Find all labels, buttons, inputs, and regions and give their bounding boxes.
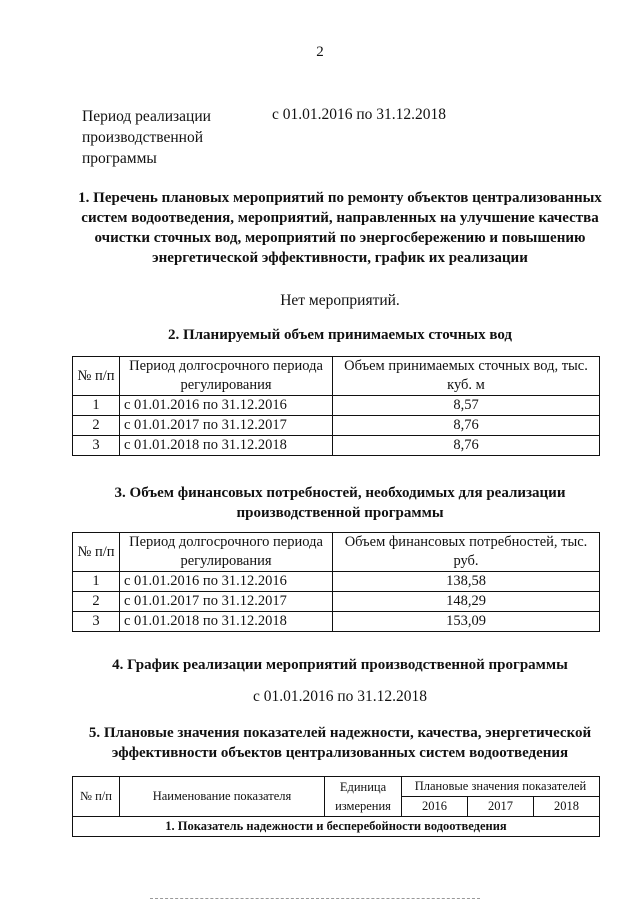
header-cell: № п/п: [73, 357, 120, 396]
row-period: с 01.01.2018 по 31.12.2018: [120, 436, 333, 456]
row-value: 8,57: [333, 396, 600, 416]
row-value: 138,58: [333, 572, 600, 592]
row-period: с 01.01.2016 по 31.12.2016: [120, 572, 333, 592]
row-number: 1: [73, 572, 120, 592]
header-cell: Объем финансовых потребностей, тыс. руб.: [333, 533, 600, 572]
header-cell: Период долгосрочного периода регулирования: [120, 357, 333, 396]
section-1-note: Нет мероприятий.: [280, 292, 400, 309]
year-cell: 2016: [402, 797, 468, 817]
table-row: [73, 396, 600, 416]
table-header-row: [73, 357, 600, 396]
row-value: 8,76: [333, 416, 600, 436]
year-cell: 2018: [534, 797, 600, 817]
row-period: с 01.01.2017 по 31.12.2017: [120, 592, 333, 612]
row-period: с 01.01.2016 по 31.12.2016: [120, 396, 333, 416]
table-row: [73, 572, 600, 592]
table-row: [73, 416, 600, 436]
financial-needs-table: [72, 532, 600, 632]
table-row: [73, 436, 600, 456]
header-cell: № п/п: [73, 533, 120, 572]
header-cell: Единица измерения: [325, 777, 402, 817]
section-2-title: 2. Планируемый объем принимаемых сточных вод: [167, 327, 513, 343]
header-cell: Период долгосрочного периода регулирования: [120, 533, 333, 572]
row-period: с 01.01.2017 по 31.12.2017: [120, 416, 333, 436]
page-number: 2: [316, 44, 324, 60]
section-5-title: 5. Плановые значения показателей надежности, качества, энергетической эффективности объектов централизованных систем водоотведения: [88, 725, 592, 761]
section-4-period: с 01.01.2016 по 31.12.2018: [252, 688, 428, 705]
section-4-title: 4. График реализации мероприятий производственной программы: [112, 657, 568, 673]
table-header-row: [73, 533, 600, 572]
subheader-cell: 1. Показатель надежности и бесперебойности водоотведения: [73, 817, 600, 837]
row-value: 8,76: [333, 436, 600, 456]
row-value: 148,29: [333, 592, 600, 612]
header-cell: Плановые значения показателей: [402, 777, 600, 797]
row-number: 3: [73, 436, 120, 456]
row-period: с 01.01.2018 по 31.12.2018: [120, 612, 333, 632]
indicators-table: [72, 776, 600, 837]
year-cell: 2017: [468, 797, 534, 817]
wastewater-volume-table: [72, 356, 600, 456]
header-cell: Объем принимаемых сточных вод, тыс. куб. м: [333, 357, 600, 396]
table-header-row: [73, 777, 600, 797]
section-3-title: 3. Объем финансовых потребностей, необходимых для реализации производственной программы: [114, 485, 566, 521]
row-value: 153,09: [333, 612, 600, 632]
row-number: 1: [73, 396, 120, 416]
table-row: [73, 612, 600, 632]
section-1-title: 1. Перечень плановых мероприятий по ремонту объектов централизованных систем водоотведения, мероприятий, направленных на улучшение качества очистки сточных вод, мероприятий по энергосбережению и повышению энергетической эффективности, график их реализации: [78, 190, 602, 266]
page-edge-divider: [150, 898, 480, 900]
table-subheader-row: [73, 817, 600, 837]
row-number: 2: [73, 592, 120, 612]
period-value: с 01.01.2016 по 31.12.2018: [272, 106, 447, 123]
row-number: 3: [73, 612, 120, 632]
header-cell: № п/п: [73, 777, 120, 817]
period-label: Период реализации производственной программы: [82, 108, 211, 167]
row-number: 2: [73, 416, 120, 436]
header-cell: Наименование показателя: [120, 777, 325, 817]
table-row: [73, 592, 600, 612]
